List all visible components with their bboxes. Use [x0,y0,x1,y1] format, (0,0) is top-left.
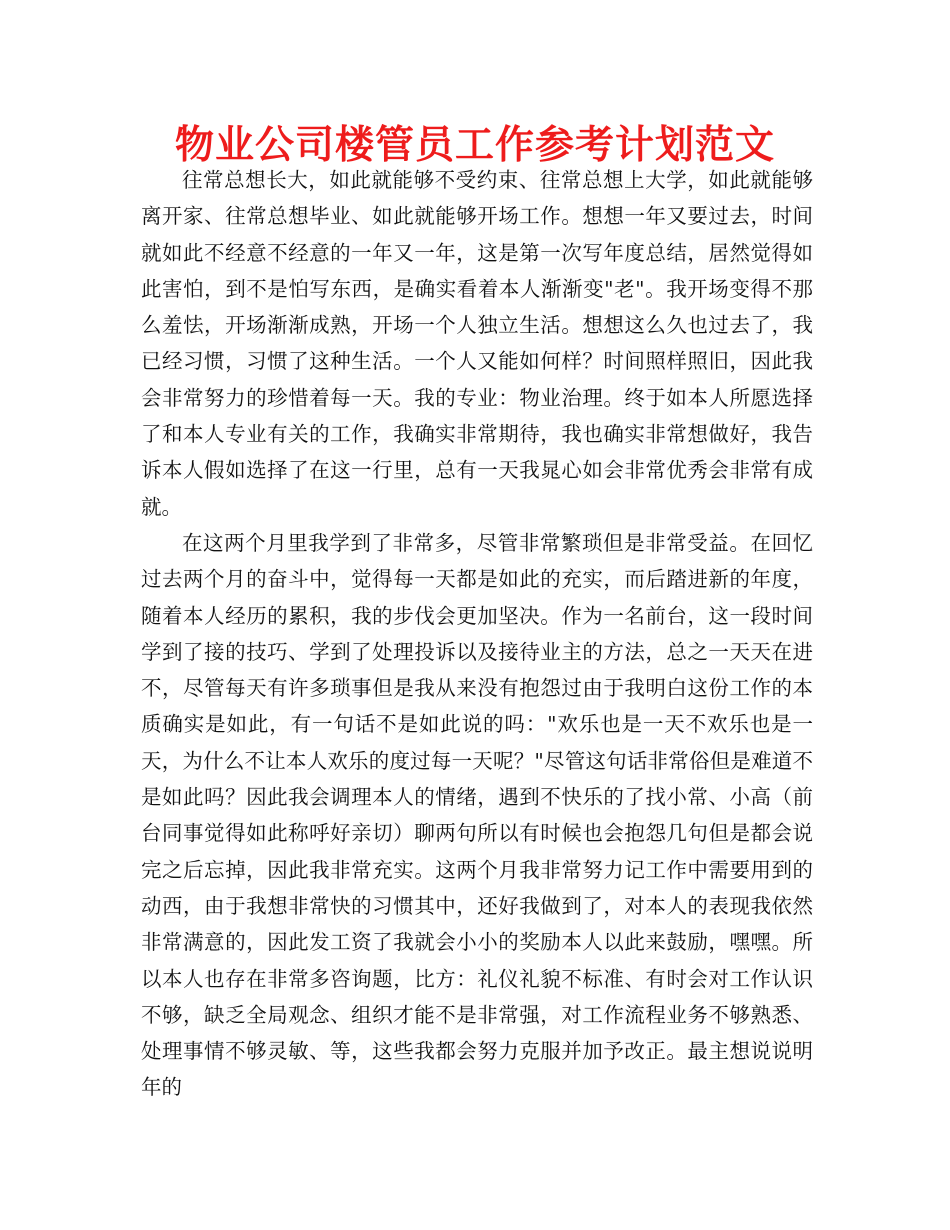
paragraph-2: 在这两个月里我学到了非常多，尽管非常繁琐但是非常受益。在回忆过去两个月的奋斗中，觉得每一天都是如此的充实，而后踏进新的年度，随着本人经历的累积，我的步伐会更加坚决。作为一名前台，这一段时间学到了接的技巧、学到了处理投诉以及接待业主的方法，总之一天天在进不，尽管每天有许多琐事但是我从来没有抱怨过由于我明白这份工作的本质确实是如此，有一句话不是如此说的吗："欢乐也是一天不欢乐也是一天，为什么不让本人欢乐的度过每一天呢？"尽管这句话非常俗但是难道不是如此吗？因此我会调理本人的情绪，遇到不快乐的了找小常、小高（前台同事觉得如此称呼好亲切）聊两句所以有时候也会抱怨几句但是都会说完之后忘掉，因此我非常充实。这两个月我非常努力记工作中需要用到的动西，由于我想非常快的习惯其中，还好我做到了，对本人的表现我依然非常满意的，因此发工资了我就会小小的奖励本人以此来鼓励，嘿嘿。所以本人也存在非常多咨询题，比方：礼仪礼貌不标准、有时会对工作认识不够，缺乏全局观念、组织才能不是非常强，对工作流程业务不够熟悉、处理事情不够灵敏、等，这些我都会努力克服并加予改正。最主想说说明年的 [141,530,813,1100]
document-body [141,162,813,1106]
paragraph-1: 往常总想长大，如此就能够不受约束、往常总想上大学，如此就能够离开家、往常总想毕业、如此就能够开场工作。想想一年又要过去，时间就如此不经意不经意的一年又一年，这是第一次写年度总结，居然觉得如此害怕，到不是怕写东西，是确实看着本人渐渐变"老"。我开场变得不那么羞怯，开场渐渐成熟，开场一个人独立生活。想想这么久也过去了，我已经习惯，习惯了这种生活。一个人又能如何样？时间照样照旧，因此我会非常努力的珍惜着每一天。我的专业：物业治理。终于如本人所愿选择了和本人专业有关的工作，我确实非常期待，我也确实非常想做好，我告诉本人假如选择了在这一行里，总有一天我晁心如会非常优秀会非常有成就。 [141,168,813,519]
document-title: 物业公司楼管员工作参考计划范文 [174,123,775,168]
